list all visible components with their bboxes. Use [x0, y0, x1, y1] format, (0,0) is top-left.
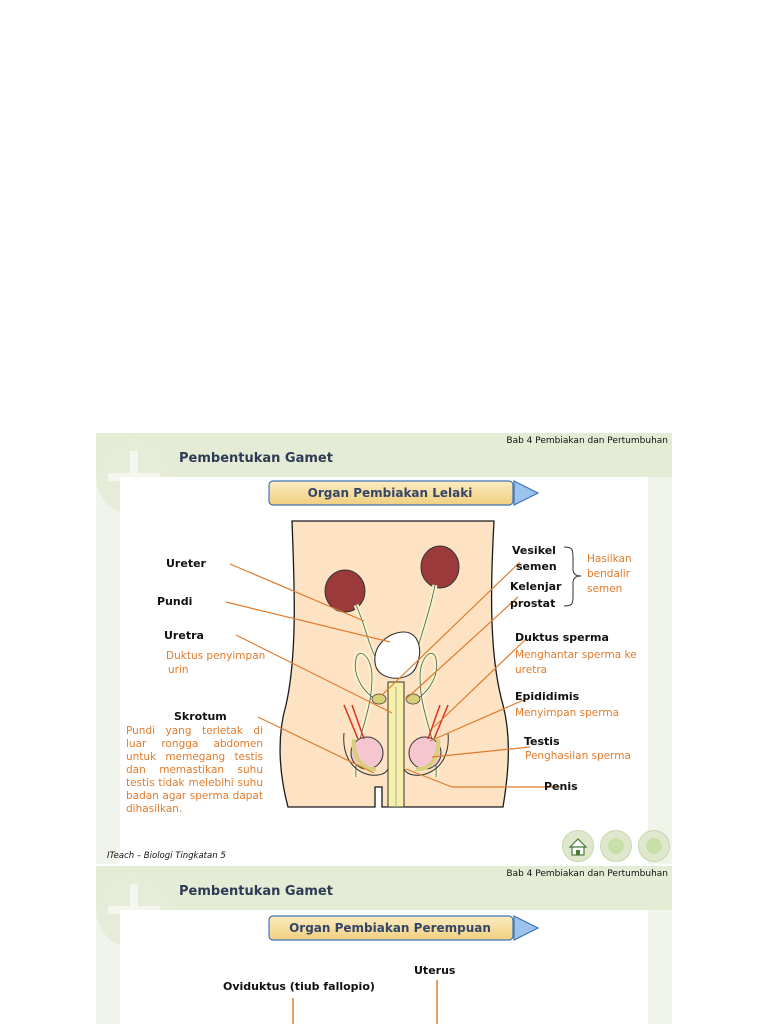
label-kelenjar-1: Kelenjar	[510, 580, 562, 593]
desc-duktus-sperma-1: Menghantar sperma ke	[515, 649, 637, 661]
footer-credit: ITeach – Biologi Tingkatan 5	[107, 851, 226, 861]
label-kelenjar-2: prostat	[510, 597, 556, 610]
female-leader-lines	[120, 910, 648, 1024]
home-icon	[563, 831, 593, 861]
page-title: Pembentukan Gamet	[179, 451, 333, 466]
label-pundi: Pundi	[157, 595, 193, 608]
label-testis: Testis	[524, 735, 560, 748]
content-area	[120, 477, 648, 864]
label-epididimis: Epididimis	[515, 690, 580, 703]
seminal-vesicle-right	[406, 694, 420, 704]
label-oviduktus: Oviduktus (tiub fallopio)	[223, 980, 375, 993]
chapter-label: Bab 4 Pembiakan dan Pertumbuhan	[506, 869, 668, 879]
desc-skrotum: Pundi yang terletak di luar rongga abdomen untuk memegang testis dan memastikan suhu testis tidak melebihi suhu badan agar sperma dapat dihasilkan.	[126, 725, 263, 815]
label-uterus: Uterus	[414, 964, 456, 977]
nav-button-3[interactable]	[638, 830, 670, 862]
label-penis: Penis	[544, 780, 578, 793]
desc-hasilkan-1: Hasilkan	[587, 553, 632, 565]
seminal-vesicle-left	[372, 694, 386, 704]
label-vesikel-2: semen	[516, 560, 557, 573]
desc-duktus-sperma-2: uretra	[515, 664, 548, 676]
kidney-right	[421, 546, 459, 588]
chapter-label: Bab 4 Pembiakan dan Pertumbuhan	[506, 436, 668, 446]
label-uretra: Uretra	[164, 629, 204, 642]
banner-title: Organ Pembiakan Lelaki	[307, 486, 473, 500]
desc-epididimis: Menyimpan sperma	[515, 707, 620, 719]
content-area	[120, 910, 648, 1024]
page-title: Pembentukan Gamet	[179, 884, 333, 899]
label-ureter: Ureter	[166, 557, 206, 570]
nav-circle-icon	[646, 838, 662, 854]
desc-hasilkan-2: bendalir	[587, 568, 631, 580]
desc-testis: Penghasilan sperma	[525, 750, 631, 762]
home-button[interactable]	[562, 830, 594, 862]
desc-uretra-1: Duktus penyimpan	[166, 650, 266, 662]
slide-male-reproductive	[96, 433, 672, 864]
brace	[564, 547, 581, 606]
banner-title: Organ Pembiakan Perempuan	[289, 921, 491, 935]
nav-circle-icon	[608, 838, 624, 854]
desc-uretra-2: urin	[168, 664, 189, 676]
label-vesikel-1: Vesikel	[512, 544, 556, 557]
desc-hasilkan-3: semen	[587, 583, 623, 595]
slide-female-reproductive	[96, 866, 672, 1024]
nav-button-2[interactable]	[600, 830, 632, 862]
label-duktus-sperma: Duktus sperma	[515, 631, 609, 644]
label-skrotum: Skrotum	[174, 710, 227, 723]
